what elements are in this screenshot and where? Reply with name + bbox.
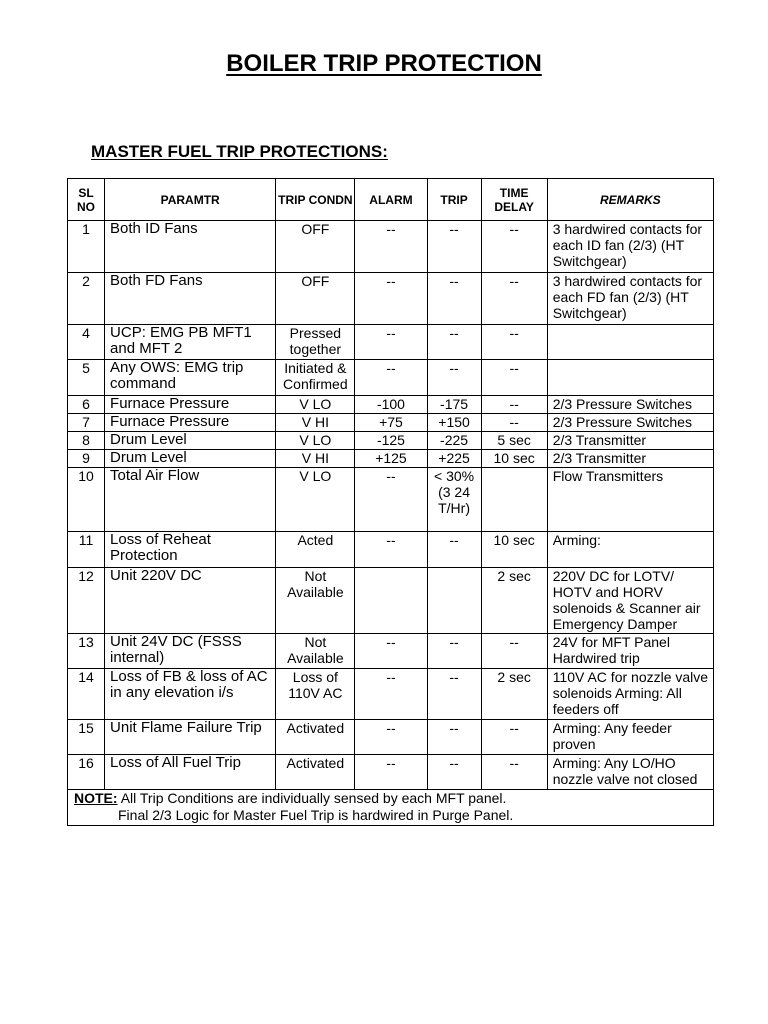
cell-trip: < 30%(3 24 T/Hr) [427, 468, 481, 532]
cell-param: Furnace Pressure [105, 396, 276, 414]
table-header-row [68, 179, 714, 221]
cell-sl: 2 [68, 273, 105, 325]
cell-condn: Not Available [276, 634, 355, 669]
cell-remarks: 3 hardwired contacts for each FD fan (2/3) (HT Switchgear) [547, 273, 713, 325]
cell-condn: V HI [276, 450, 355, 468]
cell-alarm: +75 [355, 414, 427, 432]
header-trip-condition: TRIP CONDN [276, 179, 355, 221]
cell-sl: 8 [68, 432, 105, 450]
cell-sl: 12 [68, 568, 105, 634]
cell-param: Unit Flame Failure Trip [105, 720, 276, 755]
table-row [68, 396, 714, 414]
cell-alarm: -- [355, 532, 427, 568]
cell-remarks: 220V DC for LOTV/ HOTV and HORV solenoids & Scanner air Emergency Damper [547, 568, 713, 634]
table-row [68, 468, 714, 532]
cell-param: Unit 220V DC [105, 568, 276, 634]
trip-protection-table [67, 178, 714, 826]
cell-param: Both FD Fans [105, 273, 276, 325]
cell-alarm: -- [355, 755, 427, 790]
table-row [68, 568, 714, 634]
cell-alarm: -125 [355, 432, 427, 450]
cell-delay: -- [481, 634, 547, 669]
cell-trip: -- [427, 273, 481, 325]
table-row [68, 414, 714, 432]
cell-sl: 7 [68, 414, 105, 432]
table-row [68, 755, 714, 790]
cell-trip: -- [427, 221, 481, 273]
note-text-1: All Trip Conditions are individually sensed by each MFT panel. [120, 790, 507, 806]
cell-sl: 6 [68, 396, 105, 414]
table-row [68, 221, 714, 273]
cell-param: Any OWS: EMG trip command [105, 360, 276, 396]
table-row [68, 450, 714, 468]
cell-trip: -- [427, 755, 481, 790]
cell-delay: -- [481, 396, 547, 414]
cell-sl: 11 [68, 532, 105, 568]
cell-condn: OFF [276, 273, 355, 325]
cell-alarm: -- [355, 720, 427, 755]
cell-condn: Acted [276, 532, 355, 568]
cell-condn: Activated [276, 755, 355, 790]
table-row [68, 432, 714, 450]
cell-alarm: -- [355, 468, 427, 532]
cell-condn: V HI [276, 414, 355, 432]
header-alarm: ALARM [355, 179, 427, 221]
cell-condn: V LO [276, 468, 355, 532]
cell-sl: 5 [68, 360, 105, 396]
cell-delay: 10 sec [481, 450, 547, 468]
section-title: MASTER FUEL TRIP PROTECTIONS: [91, 142, 388, 161]
cell-remarks: 2/3 Pressure Switches [547, 414, 713, 432]
cell-condn: Loss of 110V AC [276, 669, 355, 720]
cell-sl: 13 [68, 634, 105, 669]
note-row [68, 790, 714, 826]
cell-remarks: Arming: Any feeder proven [547, 720, 713, 755]
header-trip: TRIP [427, 179, 481, 221]
cell-trip [427, 568, 481, 634]
cell-sl: 4 [68, 325, 105, 360]
cell-delay: -- [481, 414, 547, 432]
cell-remarks: 24V for MFT Panel Hardwired trip [547, 634, 713, 669]
cell-remarks: 2/3 Transmitter [547, 432, 713, 450]
cell-remarks: 2/3 Transmitter [547, 450, 713, 468]
cell-delay: 5 sec [481, 432, 547, 450]
cell-trip: -- [427, 669, 481, 720]
cell-param: Drum Level [105, 450, 276, 468]
cell-delay: -- [481, 273, 547, 325]
cell-trip: -- [427, 532, 481, 568]
header-sl-no: SL NO [68, 179, 105, 221]
cell-trip: -- [427, 360, 481, 396]
cell-condn: V LO [276, 396, 355, 414]
cell-remarks: Arming: Any LO/HO nozzle valve not closed [547, 755, 713, 790]
header-remarks: REMARKS [547, 179, 713, 221]
cell-sl: 1 [68, 221, 105, 273]
table-row [68, 634, 714, 669]
table-row [68, 325, 714, 360]
cell-condn: Pressed together [276, 325, 355, 360]
cell-condn: Not Available [276, 568, 355, 634]
cell-alarm: -- [355, 221, 427, 273]
cell-trip: -- [427, 325, 481, 360]
cell-delay: -- [481, 755, 547, 790]
cell-remarks: 3 hardwired contacts for each ID fan (2/3) (HT Switchgear) [547, 221, 713, 273]
cell-remarks: 110V AC for nozzle valve solenoids Arming: All feeders off [547, 669, 713, 720]
cell-trip: +150 [427, 414, 481, 432]
cell-delay: 10 sec [481, 532, 547, 568]
cell-remarks: Arming: [547, 532, 713, 568]
cell-delay: -- [481, 221, 547, 273]
cell-delay [481, 468, 547, 532]
cell-alarm: -- [355, 669, 427, 720]
cell-alarm: -- [355, 360, 427, 396]
cell-alarm: -- [355, 325, 427, 360]
cell-delay: 2 sec [481, 568, 547, 634]
cell-alarm: -- [355, 273, 427, 325]
cell-condn: V LO [276, 432, 355, 450]
cell-param: Loss of Reheat Protection [105, 532, 276, 568]
cell-param: Furnace Pressure [105, 414, 276, 432]
cell-alarm: -- [355, 634, 427, 669]
cell-delay: -- [481, 720, 547, 755]
cell-param: UCP: EMG PB MFT1 and MFT 2 [105, 325, 276, 360]
cell-condn: Activated [276, 720, 355, 755]
cell-sl: 9 [68, 450, 105, 468]
cell-delay: -- [481, 360, 547, 396]
table-row [68, 532, 714, 568]
cell-param: Both ID Fans [105, 221, 276, 273]
cell-param: Loss of All Fuel Trip [105, 755, 276, 790]
cell-condn: Initiated & Confirmed [276, 360, 355, 396]
table-row [68, 669, 714, 720]
cell-condn: OFF [276, 221, 355, 273]
cell-alarm: -100 [355, 396, 427, 414]
cell-remarks: 2/3 Pressure Switches [547, 396, 713, 414]
cell-delay: 2 sec [481, 669, 547, 720]
document-title [0, 50, 768, 78]
header-time-delay: TIME DELAY [481, 179, 547, 221]
note-label: NOTE: [74, 790, 118, 806]
cell-param: Loss of FB & loss of AC in any elevation i/s [105, 669, 276, 720]
cell-sl: 10 [68, 468, 105, 532]
cell-param: Unit 24V DC (FSSS internal) [105, 634, 276, 669]
header-parameter: PARAMTR [105, 179, 276, 221]
table-row [68, 273, 714, 325]
cell-param: Drum Level [105, 432, 276, 450]
note-line-1 [74, 790, 713, 807]
note-cell [68, 790, 714, 826]
table-row [68, 720, 714, 755]
cell-remarks [547, 325, 713, 360]
cell-trip: -- [427, 720, 481, 755]
cell-trip: -175 [427, 396, 481, 414]
cell-sl: 15 [68, 720, 105, 755]
cell-remarks: Flow Transmitters [547, 468, 713, 532]
note-text-2: Final 2/3 Logic for Master Fuel Trip is hardwired in Purge Panel. [118, 807, 514, 823]
cell-trip: -- [427, 634, 481, 669]
cell-remarks [547, 360, 713, 396]
table-row [68, 360, 714, 396]
cell-trip: -225 [427, 432, 481, 450]
cell-alarm: +125 [355, 450, 427, 468]
document-title-text: BOILER TRIP PROTECTION [226, 50, 542, 77]
cell-trip: +225 [427, 450, 481, 468]
cell-sl: 14 [68, 669, 105, 720]
cell-sl: 16 [68, 755, 105, 790]
cell-param: Total Air Flow [105, 468, 276, 532]
cell-delay: -- [481, 325, 547, 360]
cell-alarm [355, 568, 427, 634]
